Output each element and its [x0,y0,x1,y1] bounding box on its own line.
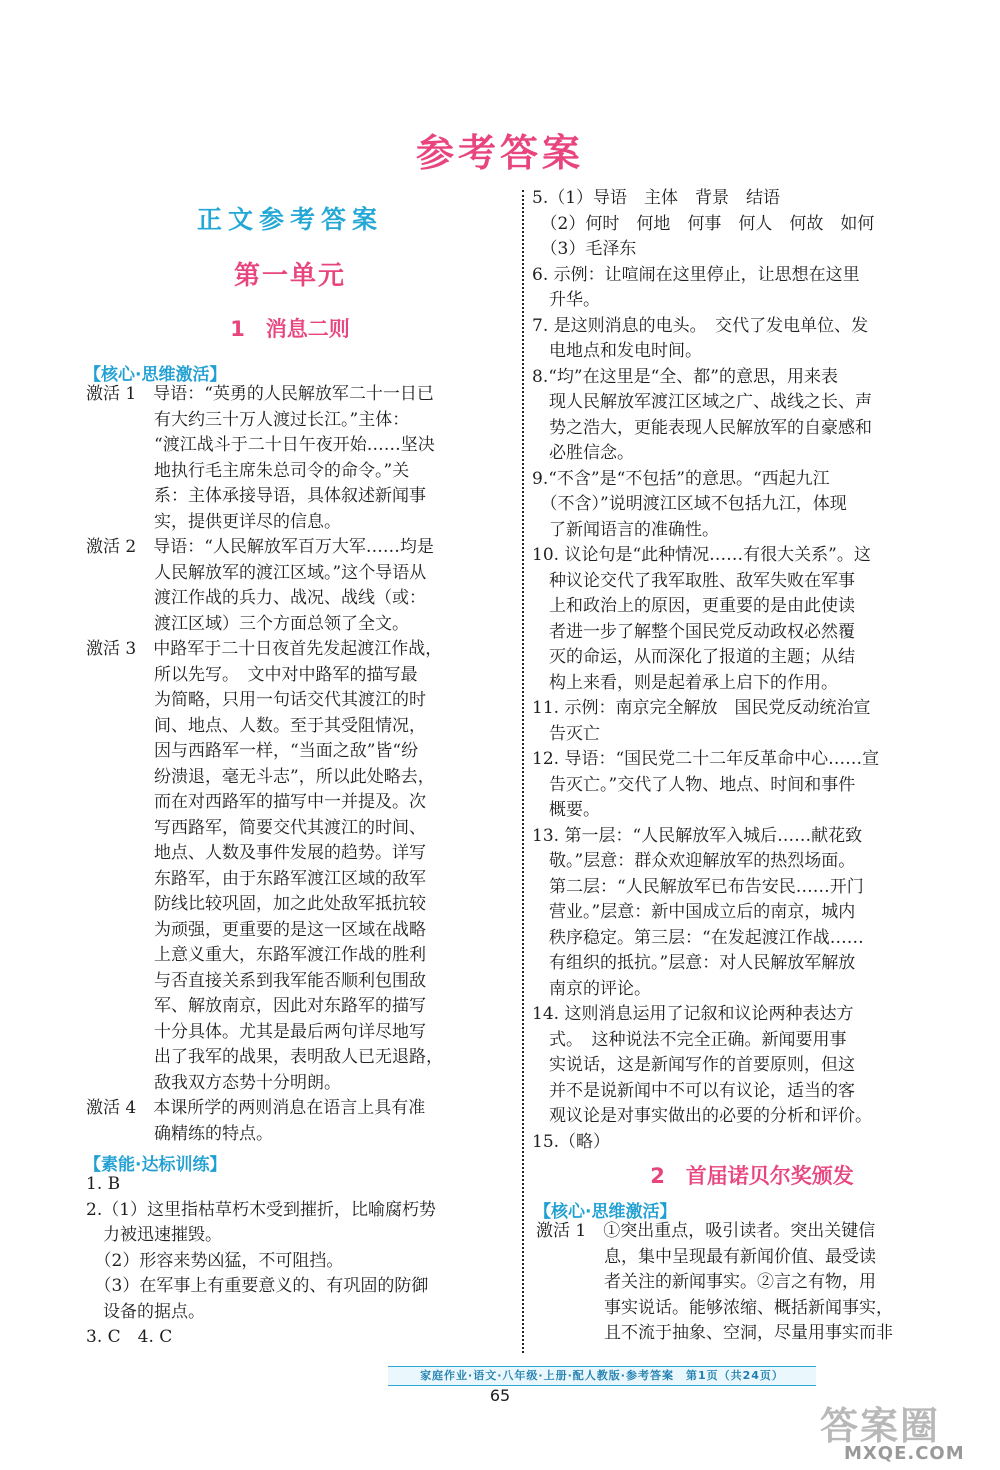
answer-line: （3）毛泽东 [532,239,637,259]
answer-line: 者关注的新闻事实。②言之有物，用 [536,1272,876,1292]
answer-line: 有大约三十万人渡过长江。”主体： [86,409,410,430]
answer-line: 事实说话。能够浓缩、概括新闻事实， [536,1297,893,1318]
answer-line: 第二层：“人民解放军已布告安民……开门 [532,876,864,897]
answer-line: 势之浩大，更能表现人民解放军的自豪感和 [532,417,872,438]
answer-line: 东路军，由于东路军渡江区域的敌军 [86,868,426,889]
answer-line: 为顽强，更重要的是这一区域在战略 [86,919,426,940]
answer-line: 12. 导语：“国民党二十二年反革命中心……宣 [532,749,880,769]
answer-line: 实，提供更详尽的信息。 [86,511,341,532]
answer-line: 必胜信念。 [532,443,634,463]
answer-line: 14. 这则消息运用了记叙和议论两种表达方 [532,1004,854,1024]
answer-line: 6. 示例：让喧闹在这里停止，让思想在这里 [532,264,860,285]
answer-line: 十分具体。尤其是最后两句详尽地写 [86,1021,426,1042]
answer-line: 人民解放军的渡江区域。”这个导语从 [86,562,427,583]
watermark-text: 答案圈 [820,1404,941,1448]
answer-line: 观议论是对事实做出的必要的分析和评价。 [532,1106,872,1126]
answer-line: （3）在军事上有重要意义的、有巩固的防御 [86,1276,429,1296]
answer-line: 确精练的特点。 [86,1123,273,1144]
answer-line: “渡江战斗于二十日午夜开始……坚决 [86,435,435,455]
answer-line: 7. 是这则消息的电头。 交代了发电单位、发 [532,315,869,336]
answer-line: 地执行毛主席朱总司令的命令。”关 [86,460,410,481]
answer-line: 5.（1）导语 主体 背景 结语 [532,188,781,208]
section-tag-core: 【核心·思维激活】 [84,365,227,385]
answer-line: 激活 1 导语：“英勇的人民解放军二十一日已 [86,384,434,404]
watermark-url: MXQE.COM [844,1443,965,1464]
answer-line: 渡江作战的兵力、战况、战线（或： [86,588,426,608]
answer-line: 10. 议论句是“此种情况……有很大关系”。这 [532,545,871,565]
answer-line: 并不是说新闻中不可以有议论，适当的客 [532,1080,855,1101]
page-number: 65 [489,1386,511,1405]
answer-line: 力被迅速摧毁。 [86,1225,222,1245]
answer-line: 渡江区域）三个方面总领了全文。 [86,613,409,634]
answer-line: 所以先写。 文中对中路军的描写最 [86,664,418,685]
answer-line: 升华。 [532,290,600,310]
answer-line: 灭的命运，从而深化了报道的主题；从结 [532,647,855,667]
answer-line: 南京的评论。 [532,978,651,999]
answer-line: 系：主体承接导语，具体叙述新闻事 [86,486,426,506]
answer-line: 3. C 4. C [86,1327,173,1347]
answer-line: 间、地点、人数。至于其受阻情况， [86,715,426,736]
answer-line: 写西路军，简要交代其渡江的时间、 [86,817,426,838]
answer-line: 出了我军的战果，表明敌人已无退路， [86,1047,443,1067]
answer-line: 为简略，只用一句话交代其渡江的时 [86,690,426,710]
section-tag-core-2: 【核心·思维激活】 [534,1202,677,1222]
lesson-title-2: 2 首届诺贝尔奖颁发 [650,1164,854,1188]
answer-line: 13. 第一层：“人民解放军入城后……献花致 [532,825,863,846]
answer-line: 激活 2 导语：“人民解放军百万大军……均是 [86,537,434,557]
answer-line: 激活 1 ①突出重点，吸引读者。突出关键信 [536,1221,876,1241]
answer-line: 9.“不含”是“不包括”的意思。“西起九江 [532,468,830,489]
answer-line: 15.（略） [532,1131,611,1152]
answer-line: 1. B [86,1174,121,1194]
answer-line: 敌我双方态势十分明朗。 [86,1072,341,1093]
answer-line: 有组织的抵抗。”层意：对人民解放军解放 [532,953,856,973]
section-tag-training: 【素能·达标训练】 [84,1155,227,1175]
answer-line: （2）形容来势凶猛，不可阻挡。 [86,1250,344,1271]
answer-line: 纷溃退，毫无斗志”，所以此处略去， [86,766,435,787]
answer-line: 息，集中呈现最有新闻价值、最受读 [536,1246,876,1267]
answer-line: 式。 这种说法不完全正确。新闻要用事 [532,1029,847,1050]
answer-line: 激活 4 本课所学的两则消息在语言上具有准 [86,1098,426,1118]
answer-line: 种议论交代了我军取胜、敌军失败在军事 [532,570,855,591]
answer-line: （2）何时 何地 何事 何人 何故 如何 [532,213,875,234]
answer-line: 者进一步了解整个国民党反动政权必然覆 [532,621,855,642]
lesson-title-1: 1 消息二则 [230,317,350,341]
answer-line: 上和政治上的原因，更重要的是由此使读 [532,596,855,616]
right-column-lesson2-answers [536,1219,986,1359]
answer-line: 告灭亡。”交代了人物、地点、时间和事件 [532,774,856,795]
answer-line: 实说话，这是新闻写作的首要原则，但这 [532,1055,855,1075]
answer-line: 敬。”层意：群众欢迎解放军的热烈场面。 [532,851,856,871]
answer-line: 地点、人数及事件发展的趋势。详写 [86,843,426,863]
answer-line: 电地点和发电时间。 [532,341,702,361]
right-column-answers [532,186,982,1156]
answer-line: 现人民解放军渡江区域之广、战线之长、声 [532,392,872,412]
column-divider [522,190,524,1353]
answer-line: 11. 示例：南京完全解放 国民党反动统治宣 [532,698,871,718]
answer-line: 而在对西路军的描写中一并提及。次 [86,792,426,812]
answer-line: 秩序稳定。第三层：“在发起渡江作战…… [532,927,864,948]
answer-line: 告灭亡 [532,723,600,744]
answer-line: 2.（1）这里指枯草朽木受到摧折，比喻腐朽势 [86,1199,437,1220]
watermark-logo [800,1395,990,1467]
unit-title: 第一单元 [233,261,346,291]
answer-line: 概要。 [532,800,600,820]
left-column-training-answers [86,1172,516,1352]
left-column-answers [86,382,516,1152]
answer-line: 营业。”层意：新中国成立后的南京，城内 [532,902,856,922]
answer-line: 军、解放南京，因此对东路军的描写 [86,996,426,1016]
answer-line: 与否直接关系到我军能否顺利包围敌 [86,970,426,991]
page-title: 参考答案 [415,131,584,175]
answer-line: 设备的据点。 [86,1301,205,1322]
answer-line: 防线比较巩固，加之此处敌军抵抗较 [86,894,426,914]
section-title: 正文参考答案 [196,205,383,234]
answer-line: 上意义重大，东路军渡江作战的胜利 [86,945,426,965]
answer-line: （不含）”说明渡江区域不包括九江，体现 [532,494,847,514]
answer-line: 了新闻语言的准确性。 [532,519,719,540]
answer-line: 且不流于抽象、空洞，尽量用事实而非 [536,1323,893,1343]
answer-line: 8.“均”在这里是“全、都”的意思，用来表 [532,366,838,387]
answer-line: 因与西路军一样，“当面之敌”皆“纷 [86,741,419,761]
answer-line: 构上来看，则是起着承上启下的作用。 [532,672,838,693]
answer-line: 激活 3 中路军于二十日夜首先发起渡江作战， [86,639,443,659]
page-footer: 家庭作业·语文·八年级·上册·配人教版·参考答案 第1页（共24页） [388,1366,816,1386]
